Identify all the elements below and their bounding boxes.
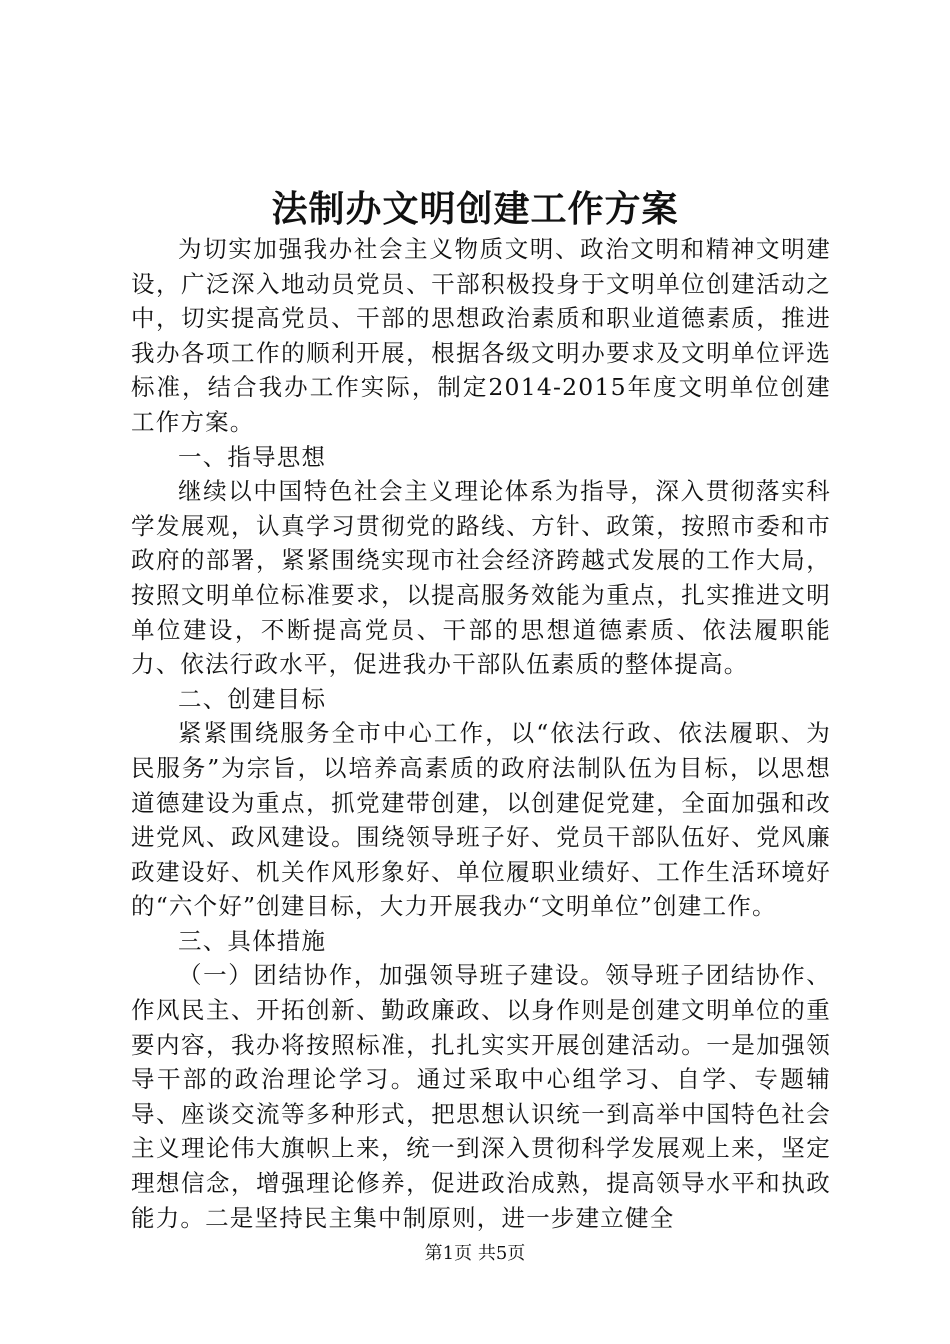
section-heading-measures: 三、具体措施 [178,926,327,955]
measures-paragraph: （一）团结协作，加强领导班子建设。领导班子团结协作、作风民主、开拓创新、勤政廉政、以身作则是创建文明单位的重要内容，我办将按照标准，扎扎实实开展创建活动。一是加强领导干部的政治理论学习。通过采取中心组学习、自学、专题辅导、座谈交流等多种形式，把思想认识统一到高举中国特色社会主义理论伟大旗帜上来，统一到深入贯彻科学发展观上来，坚定理想信念，增强理论修养，促进政治成熟，提高领导水平和执政能力。二是坚持民主集中制原则，进一步建立健全 [131,961,831,1232]
intro-paragraph: 为切实加强我办社会主义物质文明、政治文明和精神文明建设，广泛深入地动员党员、干部积极投身于文明单位创建活动之中，切实提高党员、干部的思想政治素质和职业道德素质，推进我办各项工作的顺利开展，根据各级文明办要求及文明单位评选标准，结合我办工作实际，制定2014-2015年度文明单位创建工作方案。 [131,235,831,436]
guiding-ideology-paragraph: 继续以中国特色社会主义理论体系为指导，深入贯彻落实科学发展观，认真学习贯彻党的路线、方针、政策，按照市委和市政府的部署，紧紧围绕实现市社会经济跨越式发展的工作大局，按照文明单位标准要求，以提高服务效能为重点，扎实推进文明单位建设，不断提高党员、干部的思想道德素质、依法履职能力、依法行政水平，促进我办干部队伍素质的整体提高。 [131,477,831,679]
document-body [131,232,831,1235]
section-heading-guiding-ideology: 一、指导思想 [178,442,327,471]
section-heading-goals: 二、创建目标 [178,684,327,713]
goals-paragraph: 紧紧围绕服务全市中心工作，以“依法行政、依法履职、为民服务”为宗旨，以培养高素质的政府法制队伍为目标，以思想道德建设为重点，抓党建带创建，以创建促党建，全面加强和改进党风、政风建设。围绕领导班子好、党员干部队伍好、党风廉政建设好、机关作风形象好、单位履职业绩好、工作生活环境好的“六个好”创建目标，大力开展我办“文明单位”创建工作。 [131,719,831,921]
document-title: 法制办文明创建工作方案 [271,188,679,230]
page-footer: 第1页 共5页 [424,1243,526,1264]
